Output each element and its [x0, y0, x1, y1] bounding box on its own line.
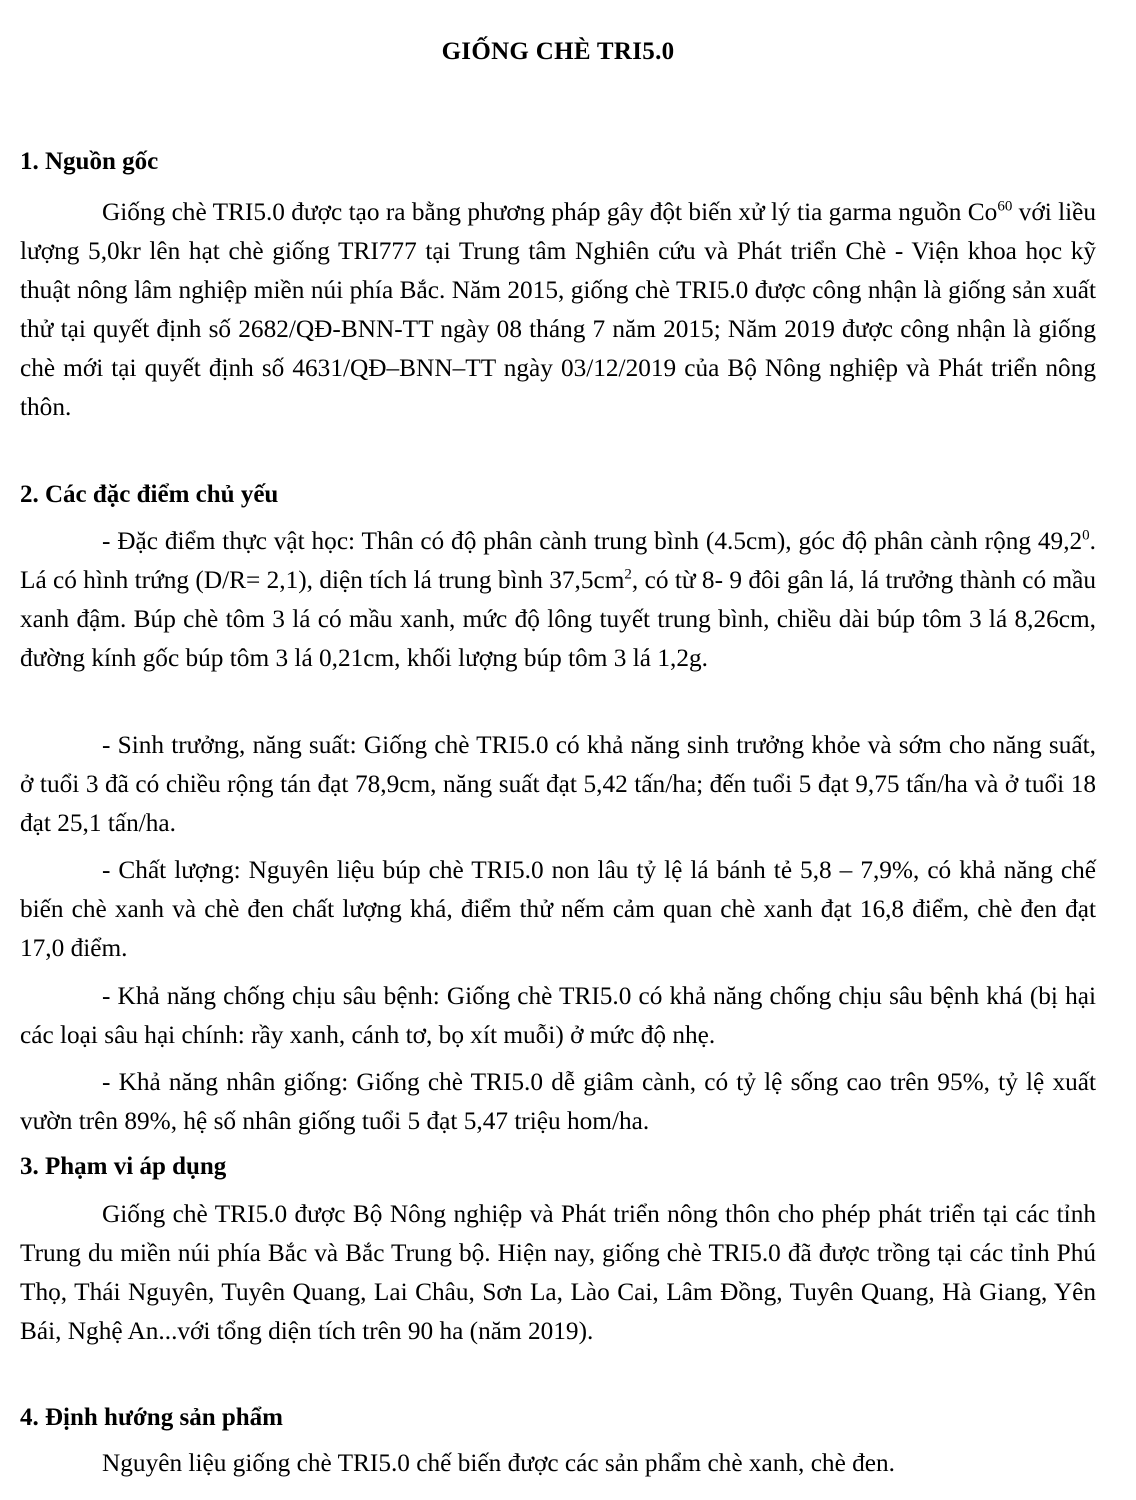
paragraph-propagation: - Khả năng nhân giống: Giống chè TRI5.0 dễ giâm cành, có tỷ lệ sống cao trên 95%, tỷ lệ xuất vườn trên 89%, hệ số nhân giống tuổi 5 đạt 5,47 triệu hom/ha.	[20, 1068, 1096, 1135]
paragraph-product: Nguyên liệu giống chè TRI5.0 chế biến được các sản phẩm chè xanh, chè đen.	[102, 1449, 895, 1477]
paragraph-growth: - Sinh trưởng, năng suất: Giống chè TRI5.0 có khả năng sinh trưởng khỏe và sớm cho năng suất, ở tuổi 3 đã có chiều rộng tán đạt 78,9cm, năng suất đạt 5,42 tấn/ha; đến tuổi 5 đạt 9,75 tấn/ha và ở tuổi 18 đạt 25,1 tấn/ha.	[20, 731, 1096, 837]
paragraph-botany-part-b: . Lá có hình trứng (D/R= 2,1), diện tích lá trung bình 37,5cm	[20, 527, 1096, 594]
paragraph-scope: Giống chè TRI5.0 được Bộ Nông nghiệp và Phát triển nông thôn cho phép phát triển tại các tỉnh Trung du miền núi phía Bắc và Bắc Trung bộ. Hiện nay, giống chè TRI5.0 đã được trồng tại các tỉnh Phú Thọ, Thái Nguyên, Tuyên Quang, Lai Châu, Sơn La, Lào Cai, Lâm Đồng, Tuyên Quang, Hà Giang, Yên Bái, Nghệ An...với tổng diện tích trên 90 ha (năm 2019).	[20, 1200, 1096, 1345]
section-heading-origin: 1. Nguồn gốc	[20, 148, 159, 175]
paragraph-origin-part-a: Giống chè TRI5.0 được tạo ra bằng phương pháp gây đột biến xử lý tia garma nguồn Co	[102, 198, 998, 226]
paragraph-origin-part-b: với liều lượng 5,0kr lên hạt chè giống TRI777 tại Trung tâm Nghiên cứu và Phát triển Chè - Viện khoa học kỹ thuật nông lâm nghiệp miền núi phía Bắc. Năm 2015, giống chè TRI5.0 được công nhận là giống sản xuất thử tại quyết định số 2682/QĐ-BNN-TT ngày 08 tháng 7 năm 2015; Năm 2019 được công nhận là giống chè mới tại quyết định số 4631/QĐ–BNN–TT ngày 03/12/2019 của Bộ Nông nghiệp và Phát triển nông thôn.	[20, 198, 1096, 421]
paragraph-pest-resistance: - Khả năng chống chịu sâu bệnh: Giống chè TRI5.0 có khả năng chống chịu sâu bệnh khá (bị hại các loại sâu hại chính: rầy xanh, cánh tơ, bọ xít muỗi) ở mức độ nhẹ.	[20, 982, 1096, 1049]
superscript-square: 2	[624, 566, 632, 583]
section-heading-characteristics: 2. Các đặc điểm chủ yếu	[20, 481, 279, 508]
paragraph-quality: - Chất lượng: Nguyên liệu búp chè TRI5.0 non lâu tỷ lệ lá bánh tẻ 5,8 – 7,9%, có khả năng chế biến chè xanh và chè đen chất lượng khá, điểm thử nếm cảm quan chè xanh đạt 16,8 điểm, chè đen đạt 17,0 điểm.	[20, 856, 1096, 962]
document-title: GIỐNG CHÈ TRI5.0	[441, 38, 675, 65]
section-heading-product: 4. Định hướng sản phẩm	[20, 1404, 283, 1431]
paragraph-botany-part-a: - Đặc điểm thực vật học: Thân có độ phân cành trung bình (4.5cm), góc độ phân cành rộng 49,2	[102, 527, 1083, 555]
superscript-isotope: 60	[997, 198, 1013, 215]
superscript-degree: 0	[1082, 527, 1090, 544]
paragraph-botany	[20, 522, 1096, 678]
paragraph-origin	[20, 193, 1096, 427]
section-heading-scope: 3. Phạm vi áp dụng	[20, 1153, 227, 1180]
paragraph-botany-part-c: , có từ 8- 9 đôi gân lá, lá trưởng thành có mầu xanh đậm. Búp chè tôm 3 lá có mầu xanh, mức độ lông tuyết trung bình, chiều dài búp tôm 3 lá 8,26cm, đường kính gốc búp tôm 3 lá 0,21cm, khối lượng búp tôm 3 lá 1,2g.	[20, 566, 1096, 672]
